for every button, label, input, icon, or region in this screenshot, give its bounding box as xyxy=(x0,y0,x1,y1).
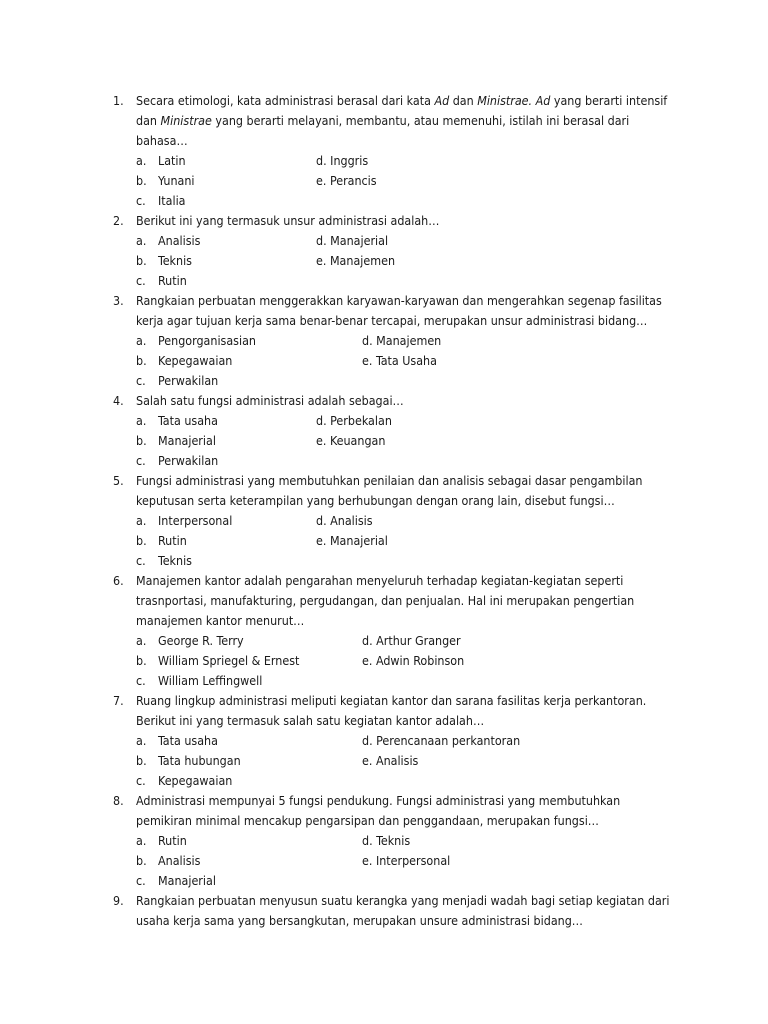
question-text-line xyxy=(0,911,768,931)
option-row xyxy=(0,411,768,431)
question-text: Rangkaian perbuatan menyusun suatu kerangka yang menjadi wadah bagi setiap kegiatan dari xyxy=(136,893,670,908)
option-right: e. Tata Usaha xyxy=(362,353,437,368)
question-text-line xyxy=(0,91,768,111)
option-letter: b. xyxy=(136,753,147,768)
option-row xyxy=(0,331,768,351)
option-row xyxy=(0,351,768,371)
option-row xyxy=(0,871,768,891)
option-text: Teknis xyxy=(158,253,192,268)
question-text: Rangkaian perbuatan menggerakkan karyawan-karyawan dan mengerahkan segenap fasilitas xyxy=(136,293,662,308)
option-letter: b. xyxy=(136,253,147,268)
option-text: Kepegawaian xyxy=(158,353,233,368)
italic-term: Ministrae xyxy=(160,113,212,128)
question-text-line xyxy=(0,311,768,331)
question-2 xyxy=(0,211,768,291)
option-text: Perwakilan xyxy=(158,453,219,468)
option-right: d. Arthur Granger xyxy=(362,633,461,648)
option-text: Latin xyxy=(158,153,186,168)
question-8 xyxy=(0,791,768,891)
option-row xyxy=(0,651,768,671)
question-text-line xyxy=(0,711,768,731)
question-number: 8. xyxy=(113,793,124,808)
question-9 xyxy=(0,891,768,931)
question-5 xyxy=(0,471,768,571)
option-row xyxy=(0,231,768,251)
option-right: e. Adwin Robinson xyxy=(362,653,465,668)
question-text-line xyxy=(0,131,768,151)
option-row xyxy=(0,371,768,391)
option-letter: c. xyxy=(136,273,146,288)
option-right: d. Analisis xyxy=(316,513,373,528)
question-text: dan Ministrae yang berarti melayani, membantu, atau memenuhi, istilah ini berasal dari xyxy=(136,113,630,128)
option-row xyxy=(0,151,768,171)
question-text: Administrasi mempunyai 5 fungsi pendukung. Fungsi administrasi yang membutuhkan xyxy=(136,793,621,808)
question-text-line xyxy=(0,691,768,711)
question-text: Fungsi administrasi yang membutuhkan penilaian dan analisis sebagai dasar pengambilan xyxy=(136,473,643,488)
question-text-line xyxy=(0,471,768,491)
question-text-line xyxy=(0,211,768,231)
option-row xyxy=(0,551,768,571)
question-text: Salah satu fungsi administrasi adalah sebagai… xyxy=(136,393,404,408)
option-letter: a. xyxy=(136,733,147,748)
option-letter: c. xyxy=(136,673,146,688)
option-text: Manajerial xyxy=(158,873,216,888)
option-letter: c. xyxy=(136,453,146,468)
option-row xyxy=(0,771,768,791)
option-row xyxy=(0,511,768,531)
option-text: Kepegawaian xyxy=(158,773,233,788)
option-letter: a. xyxy=(136,633,147,648)
question-number: 6. xyxy=(113,573,124,588)
question-text: pemikiran minimal mencakup pengarsipan dan penggandaan, merupakan fungsi… xyxy=(136,813,599,828)
option-letter: b. xyxy=(136,173,147,188)
question-text-line xyxy=(0,791,768,811)
option-letter: c. xyxy=(136,553,146,568)
option-right: d. Teknis xyxy=(362,833,411,848)
question-text-line xyxy=(0,811,768,831)
option-row xyxy=(0,171,768,191)
question-6 xyxy=(0,571,768,691)
question-1 xyxy=(0,91,768,211)
question-text: trasnportasi, manufakturing, pergudangan, dan penjualan. Hal ini merupakan pengertian xyxy=(136,593,635,608)
option-right: d. Manajemen xyxy=(362,333,442,348)
option-row xyxy=(0,431,768,451)
option-text: Analisis xyxy=(158,853,201,868)
option-right: d. Manajerial xyxy=(316,233,389,248)
option-letter: c. xyxy=(136,193,146,208)
option-letter: a. xyxy=(136,513,147,528)
question-4 xyxy=(0,391,768,471)
question-text-line xyxy=(0,891,768,911)
option-right: e. Manajemen xyxy=(316,253,396,268)
question-number: 2. xyxy=(113,213,124,228)
question-text: Berikut ini yang termasuk salah satu kegiatan kantor adalah… xyxy=(136,713,485,728)
option-right: d. Perencanaan perkantoran xyxy=(362,733,521,748)
question-text-line xyxy=(0,491,768,511)
question-text-line xyxy=(0,611,768,631)
option-text: William Spriegel & Ernest xyxy=(158,653,300,668)
question-text-line xyxy=(0,571,768,591)
option-letter: c. xyxy=(136,873,146,888)
question-text: Secara etimologi, kata administrasi berasal dari kata Ad dan Ministrae. Ad yang berarti intensif xyxy=(136,93,668,108)
option-text: Teknis xyxy=(158,553,192,568)
option-row xyxy=(0,851,768,871)
question-number: 5. xyxy=(113,473,124,488)
option-letter: b. xyxy=(136,353,147,368)
option-right: e. Manajerial xyxy=(316,533,388,548)
question-number: 4. xyxy=(113,393,124,408)
question-text: Ruang lingkup administrasi meliputi kegiatan kantor dan sarana fasilitas kerja perkantoran. xyxy=(136,693,647,708)
question-7 xyxy=(0,691,768,791)
option-letter: a. xyxy=(136,333,147,348)
option-text: Tata usaha xyxy=(158,413,218,428)
option-letter: a. xyxy=(136,153,147,168)
italic-term: Ad xyxy=(434,93,450,108)
option-letter: a. xyxy=(136,833,147,848)
option-text: George R. Terry xyxy=(158,633,244,648)
option-text: Tata usaha xyxy=(158,733,218,748)
question-number: 3. xyxy=(113,293,124,308)
option-right: e. Interpersonal xyxy=(362,853,451,868)
option-letter: c. xyxy=(136,373,146,388)
question-text: kerja agar tujuan kerja sama benar-benar tercapai, merupakan unsur administrasi bidang… xyxy=(136,313,648,328)
option-right: e. Keuangan xyxy=(316,433,386,448)
option-row xyxy=(0,191,768,211)
question-list xyxy=(0,91,768,931)
option-text: Manajerial xyxy=(158,433,216,448)
option-letter: c. xyxy=(136,773,146,788)
option-letter: b. xyxy=(136,433,147,448)
question-number: 9. xyxy=(113,893,124,908)
option-letter: b. xyxy=(136,853,147,868)
option-row xyxy=(0,751,768,771)
question-text: Berikut ini yang termasuk unsur administrasi adalah… xyxy=(136,213,440,228)
option-letter: b. xyxy=(136,653,147,668)
option-row xyxy=(0,451,768,471)
option-row xyxy=(0,251,768,271)
option-letter: b. xyxy=(136,533,147,548)
option-letter: a. xyxy=(136,233,147,248)
question-text-line xyxy=(0,291,768,311)
question-text-line xyxy=(0,391,768,411)
option-row xyxy=(0,731,768,751)
option-row xyxy=(0,271,768,291)
question-text: bahasa… xyxy=(136,133,188,148)
question-text-line xyxy=(0,111,768,131)
option-text: Analisis xyxy=(158,233,201,248)
question-text: keputusan serta keterampilan yang berhubungan dengan orang lain, disebut fungsi… xyxy=(136,493,615,508)
question-number: 7. xyxy=(113,693,124,708)
question-text-line xyxy=(0,591,768,611)
question-text: manajemen kantor menurut… xyxy=(136,613,305,628)
option-text: Rutin xyxy=(158,533,187,548)
option-text: Rutin xyxy=(158,273,187,288)
option-text: Perwakilan xyxy=(158,373,219,388)
option-row xyxy=(0,671,768,691)
question-text: usaha kerja sama yang bersangkutan, merupakan unsure administrasi bidang… xyxy=(136,913,583,928)
option-text: Tata hubungan xyxy=(158,753,241,768)
question-text: Manajemen kantor adalah pengarahan menyeluruh terhadap kegiatan-kegiatan seperti xyxy=(136,573,624,588)
italic-term: Ministrae. Ad xyxy=(477,93,551,108)
option-text: Italia xyxy=(158,193,186,208)
option-row xyxy=(0,631,768,651)
question-3 xyxy=(0,291,768,391)
option-row xyxy=(0,831,768,851)
question-number: 1. xyxy=(113,93,124,108)
option-text: Rutin xyxy=(158,833,187,848)
option-text: William Leffingwell xyxy=(158,673,263,688)
option-right: e. Perancis xyxy=(316,173,377,188)
option-right: d. Perbekalan xyxy=(316,413,392,428)
option-row xyxy=(0,531,768,551)
option-right: e. Analisis xyxy=(362,753,419,768)
option-right: d. Inggris xyxy=(316,153,369,168)
option-text: Interpersonal xyxy=(158,513,233,528)
option-text: Yunani xyxy=(158,173,195,188)
option-letter: a. xyxy=(136,413,147,428)
option-text: Pengorganisasian xyxy=(158,333,256,348)
